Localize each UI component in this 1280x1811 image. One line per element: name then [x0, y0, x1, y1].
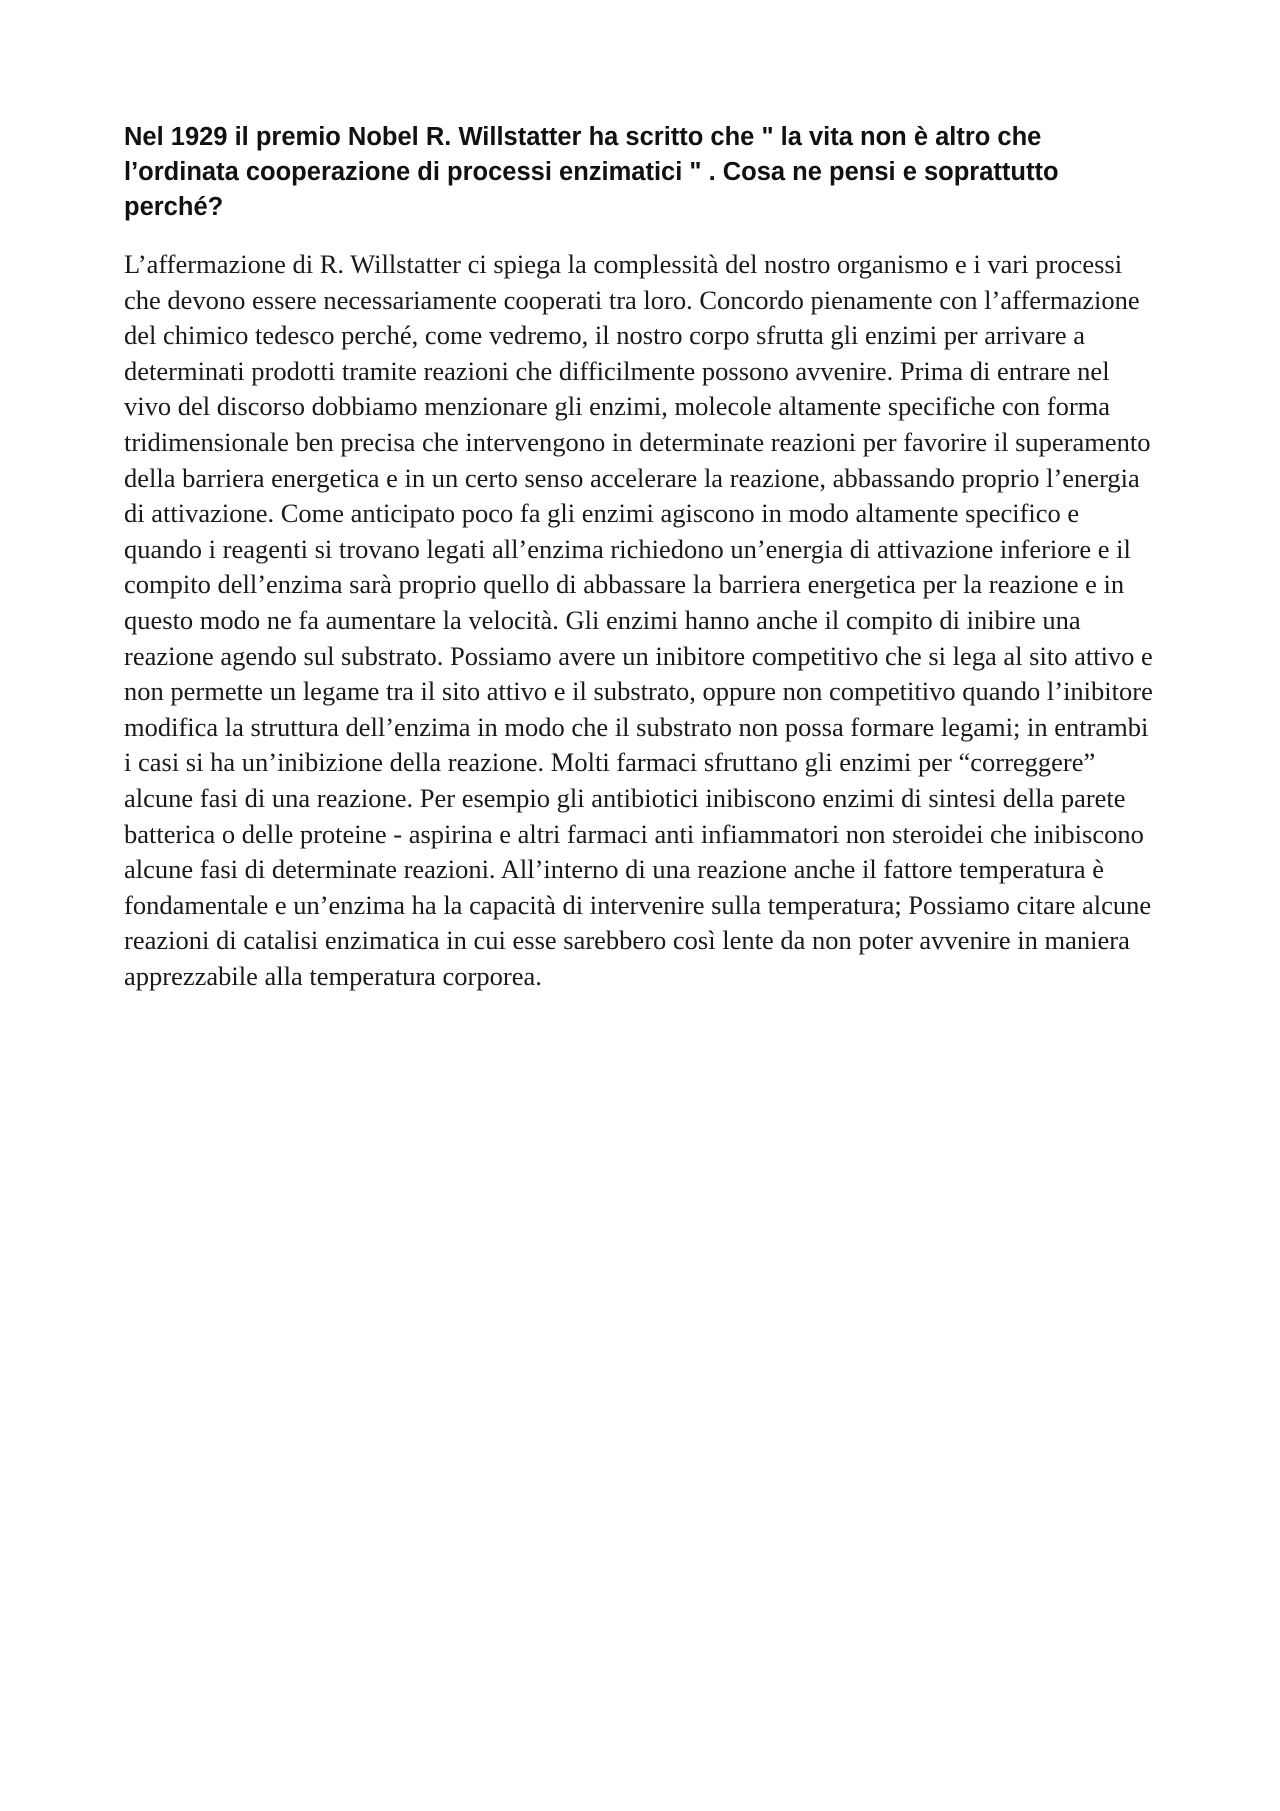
document-page — [124, 120, 1160, 994]
answer-paragraph: L’affermazione di R. Willstatter ci spiega la complessità del nostro organismo e i vari processi che devono essere necessariamente cooperati tra loro. Concordo pienamente con l’affermazione del chimico tedesco perché, come vedremo, il nostro corpo sfrutta gli enzimi per arrivare a determinati prodotti tramite reazioni che difficilmente possono avvenire. Prima di entrare nel vivo del discorso dobbiamo menzionare gli enzimi, molecole altamente specifiche con forma tridimensionale ben precisa che intervengono in determinate reazioni per favorire il superamento della barriera energetica e in un certo senso accelerare la reazione, abbassando proprio l’energia di attivazione. Come anticipato poco fa gli enzimi agiscono in modo altamente specifico e quando i reagenti si trovano legati all’enzima richiedono un’energia di attivazione inferiore e il compito dell’enzima sarà proprio quello di abbassare la barriera energetica per la reazione e in questo modo ne fa aumentare la velocità. Gli enzimi hanno anche il compito di inibire una reazione agendo sul substrato. Possiamo avere un inibitore competitivo che si lega al sito attivo e non permette un legame tra il sito attivo e il substrato, oppure non competitivo quando l’inibitore modifica la struttura dell’enzima in modo che il substrato non possa formare legami; in entrambi i casi si ha un’inibizione della reazione. Molti farmaci sfruttano gli enzimi per “correggere” alcune fasi di una reazione. Per esempio gli antibiotici inibiscono enzimi di sintesi della parete batterica o delle proteine - aspirina e altri farmaci anti infiammatori non steroidei che inibiscono alcune fasi di determinate reazioni. All’interno di una reazione anche il fattore temperatura è fondamentale e un’enzima ha la capacità di intervenire sulla temperatura; Possiamo citare alcune reazioni di catalisi enzimatica in cui esse sarebbero così lente da non poter avvenire in maniera apprezzabile alla temperatura corporea. — [124, 249, 1153, 991]
question-heading: Nel 1929 il premio Nobel R. Willstatter ha scritto che " la vita non è altro che l’ordinata cooperazione di processi enzimatici " . Cosa ne pensi e soprattutto perché? — [124, 123, 1059, 221]
